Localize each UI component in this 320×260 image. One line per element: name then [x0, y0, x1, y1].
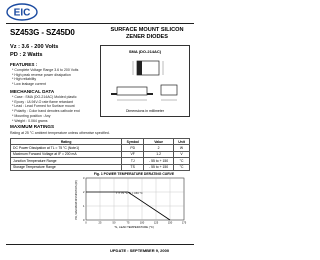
x-tick-label: 25 — [98, 221, 102, 225]
graph-ticks — [83, 176, 187, 225]
symbol-cell: TJ — [122, 158, 144, 164]
package-title: SMA (DO-214AC) — [128, 49, 162, 54]
mechanical-item: * Polarity : Color band denotes cathode end — [12, 109, 80, 114]
package-outline-box — [100, 45, 190, 117]
y-tick-label: 2 — [83, 191, 85, 194]
x-tick-label: 100 — [139, 221, 145, 225]
col-header-value: Value — [144, 139, 174, 145]
title-line-2: ZENER DIODES — [126, 33, 168, 40]
ratings-subheading: Rating at 25 °C ambient temperature unless otherwise specified. — [10, 131, 110, 135]
y-tick-label: 1 — [83, 205, 85, 208]
update-date: UPDATE : SEPTEMBER 9, 2000 — [110, 248, 170, 253]
x-tick-label: 175 — [181, 221, 187, 225]
mechanical-item: * Case : SMA (DO-214AC) Molded plastic — [12, 95, 80, 100]
graph-x-label: TL, LEAD TEMPERATURE (°C) — [114, 225, 154, 229]
symbol-cell: PD — [122, 145, 144, 151]
ratings-heading: MAXIMUM RATINGS — [10, 124, 55, 129]
package-drawing — [107, 57, 185, 107]
unit-cell: V — [174, 151, 190, 157]
feature-item: * High reliability — [12, 77, 78, 82]
graph-grid — [86, 178, 184, 220]
graph-title: Fig. 1 POWER TEMPERATURE DERATING CURVE — [93, 172, 175, 176]
unit-cell: W — [174, 145, 190, 151]
footer-rule — [6, 244, 194, 245]
value-cell: 2 — [144, 145, 174, 151]
rating-cell: Storage Temperature Range — [11, 164, 122, 170]
value-cell: 1.2 — [144, 151, 174, 157]
x-tick-label: 0 — [85, 221, 87, 225]
title-line-1: SURFACE MOUNT SILICON — [110, 27, 184, 33]
plot-frame — [86, 178, 184, 220]
feature-item: * Complete Voltage Range 3.6 to 200 Volts — [12, 68, 78, 73]
eic-logo — [6, 3, 38, 21]
document-title — [95, 27, 199, 40]
features-list — [12, 68, 78, 87]
unit-cell: °C — [174, 164, 190, 170]
x-tick-label: 150 — [167, 221, 173, 225]
mechanical-item: * Epoxy : UL94V-O rate flame retardant — [12, 100, 80, 105]
graph-annotation: T = 75 °C Tj = 150 °C — [116, 191, 143, 195]
graph-y-label: PD, MAXIMUM DISSIPATION (W) — [75, 180, 78, 220]
col-header-rating: Rating — [11, 139, 122, 145]
col-header-unit: Unit — [174, 139, 190, 145]
spec-pd: PD : 2 Watts — [10, 52, 43, 58]
derating-graph — [72, 170, 190, 230]
ratings-table — [10, 138, 190, 171]
mechanical-item: * Lead : Lead Formed for Surface mount — [12, 104, 80, 109]
package-dimension-note: Dimensions in millimeter — [126, 109, 164, 113]
rating-cell: Maximum Forward Voltage at IF = 200 mA — [11, 151, 122, 157]
col-header-symbol: Symbol — [122, 139, 144, 145]
logo-text: EIC — [13, 7, 31, 19]
x-tick-label: 50 — [112, 221, 116, 225]
header-rule — [6, 23, 194, 24]
spec-vz: Vz : 3.6 - 200 Volts — [10, 44, 59, 50]
x-tick-label: 125 — [153, 221, 159, 225]
value-cell: - 55 to + 150 — [144, 158, 174, 164]
feature-item: * Low leakage current — [12, 82, 78, 87]
mechanical-list — [12, 95, 80, 123]
features-heading: FEATURES : — [10, 62, 38, 67]
x-tick-label: 75 — [126, 221, 130, 225]
mechanical-heading: MECHANICAL DATA — [10, 89, 55, 94]
symbol-cell: TS — [122, 164, 144, 170]
y-tick-label: 0 — [83, 219, 85, 222]
rating-cell: DC Power Dissipation at TL = 75 °C (Note1) — [11, 145, 122, 151]
y-tick-label: 3 — [83, 177, 85, 180]
part-range: SZ453G - SZ45D0 — [10, 28, 75, 37]
value-cell: - 55 to + 150 — [144, 164, 174, 170]
unit-cell: °C — [174, 158, 190, 164]
rating-cell: Junction Temperature Range — [11, 158, 122, 164]
mechanical-item: * Weight : 0.064 grams — [12, 119, 80, 124]
mechanical-item: * Mounting position : Any — [12, 114, 80, 119]
symbol-cell: VF — [122, 151, 144, 157]
feature-item: * High peak reverse power dissipation — [12, 73, 78, 78]
